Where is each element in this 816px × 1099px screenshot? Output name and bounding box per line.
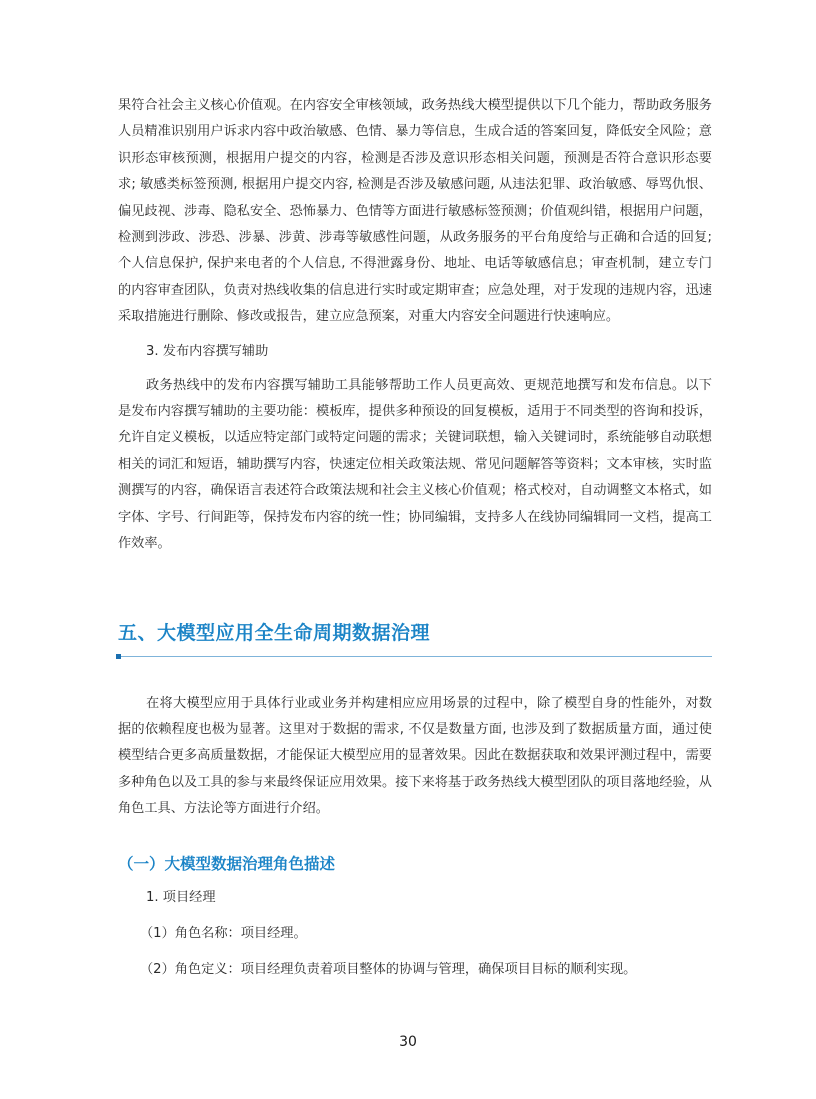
- section-rule: [118, 656, 712, 657]
- page-content: [118, 93, 712, 983]
- list-item-role-definition: （2）角色定义：项目经理负责着项目整体的协调与管理，确保项目目标的顺利实现。: [140, 961, 637, 977]
- list-item-role-name: （1）角色名称：项目经理。: [140, 925, 307, 941]
- paragraph-section-intro: 在将大模型应用于具体行业或业务并构建相应应用场景的过程中，除了模型自身的性能外，对数据的依赖程度也极为显著。这里对于数据的需求, 不仅是数量方面, 也涉及到了数据质量方面，通过使模型结合更多高质量数据，才能保证大模型应用的显著效果。因此在数据获取和效果评测过程中，需要多种角色以及工具的参与来最终保证应用效果。接下来将基于政务热线大模型团队的项目落地经验，从角色工具、方法论等方面进行介绍。: [118, 695, 712, 817]
- page-number: 30: [399, 1034, 417, 1050]
- section-title: 五、大模型应用全生命周期数据治理: [118, 621, 431, 644]
- paragraph-content-security: 果符合社会主义核心价值观。在内容安全审核领域，政务热线大模型提供以下几个能力，帮助政务服务人员精准识别用户诉求内容中政治敏感、色情、暴力等信息，生成合适的答案回复，降低安全风险；意识形态审核预测，根据用户提交的内容，检测是否涉及意识形态相关问题，预测是否符合意识形态要求; 敏感类标签预测, 根据用户提交内容, 检测是否涉及敏感问题, 从违法犯罪、政治敏感、辱骂仇恨、偏见歧视、涉毒、隐私安全、恐怖暴力、色情等方面进行敏感标签预测；价值观纠错，根据用户问题，检测到涉政、涉恐、涉暴、涉黄、涉毒等敏感性问题，从政务服务的平台角度给与正确和合适的回复; 个人信息保护, 保护来电者的个人信息, 不得泄露身份、地址、电话等敏感信息；审查机制，建立专门的内容审查团队，负责对热线收集的信息进行实时或定期审查；应急处理，对于发现的违规内容，迅速采取措施进行删除、修改或报告，建立应急预案，对重大内容安全问题进行快速响应。: [118, 98, 712, 325]
- section-heading: [118, 618, 712, 667]
- list-item-publish-assist: 3. 发布内容撰写辅助: [146, 343, 269, 359]
- rule-marker-icon: [116, 654, 121, 659]
- subsection-title: （一）大模型数据治理角色描述: [118, 854, 336, 873]
- list-item-project-manager: 1. 项目经理: [146, 889, 216, 905]
- paragraph-publish-assist: 政务热线中的发布内容撰写辅助工具能够帮助工作人员更高效、更规范地撰写和发布信息。以下是发布内容撰写辅助的主要功能：模板库，提供多种预设的回复模板，适用于不同类型的咨询和投诉，允许自定义模板，以适应特定部门或特定问题的需求；关键词联想，输入关键词时，系统能够自动联想相关的词汇和短语，辅助撰写内容，快速定位相关政策法规、常见问题解答等资料；文本审核，实时监测撰写的内容，确保语言表述符合政策法规和社会主义核心价值观；格式校对，自动调整文本格式，如字体、字号、行间距等，保持发布内容的统一性；协同编辑，支持多人在线协同编辑同一文档，提高工作效率。: [118, 377, 712, 552]
- section-body: [118, 691, 712, 983]
